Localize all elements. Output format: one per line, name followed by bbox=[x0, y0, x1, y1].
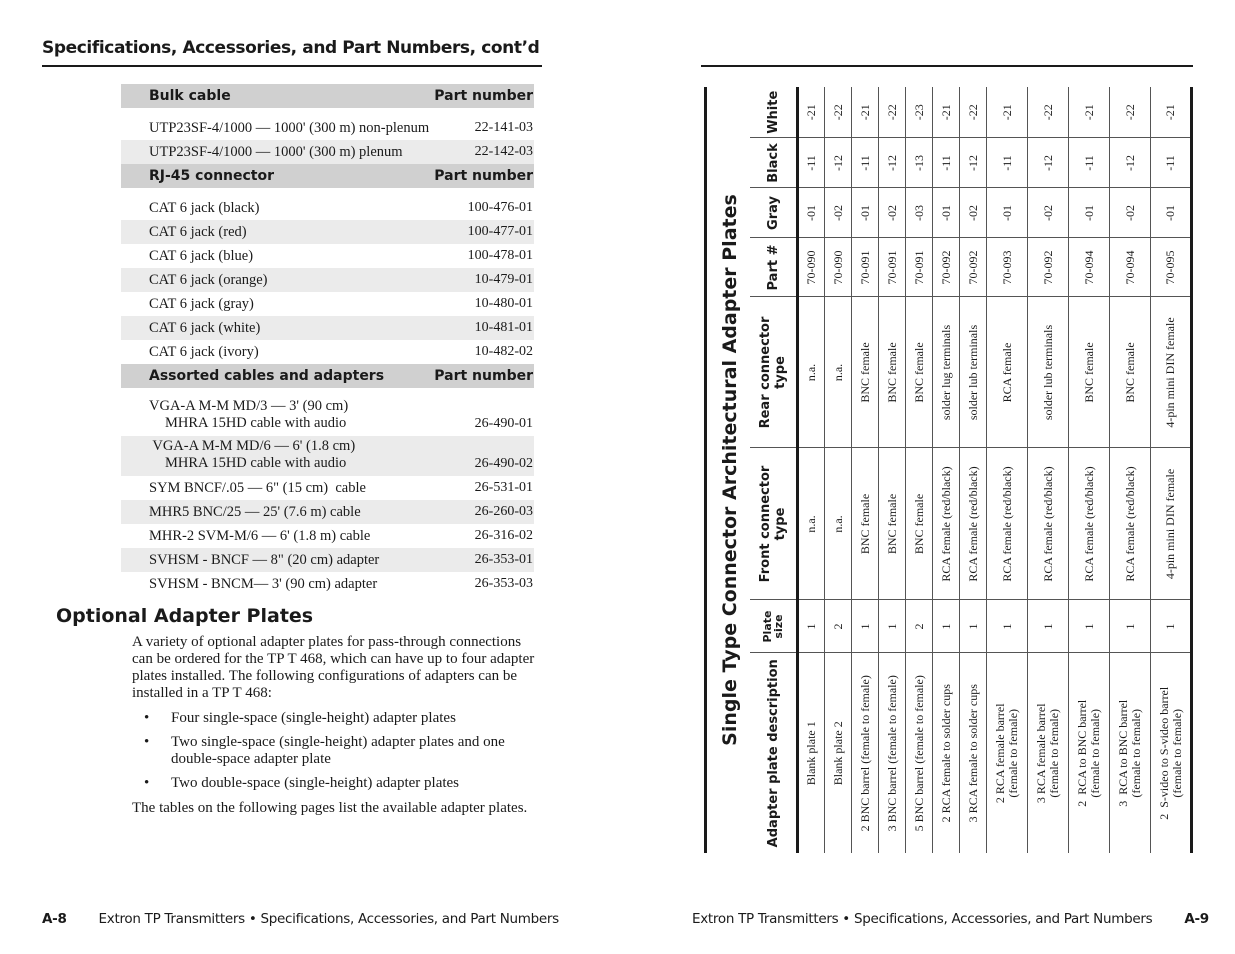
cell-rear: n.a. bbox=[825, 297, 852, 448]
cell-part: 70-092 bbox=[1028, 238, 1069, 297]
section-body bbox=[132, 634, 537, 817]
cell-black: -12 bbox=[879, 138, 906, 188]
cell-rear: BNC female bbox=[879, 297, 906, 448]
bullet-icon: • bbox=[144, 710, 150, 726]
part-description bbox=[149, 398, 348, 432]
adapter-plates-table bbox=[704, 87, 1194, 853]
cell-gray: -01 bbox=[798, 188, 825, 238]
col-header-front: Front connector type bbox=[750, 448, 798, 600]
cell-size: 1 bbox=[1069, 600, 1110, 653]
footer-text: Extron TP Transmitters • Specifications, Accessories, and Part Numbers bbox=[692, 911, 1153, 927]
cell-white: -21 bbox=[798, 87, 825, 138]
right-footer bbox=[692, 911, 1209, 927]
table-row bbox=[852, 87, 879, 853]
cell-black: -11 bbox=[852, 138, 879, 188]
part-number: 26-260-03 bbox=[474, 504, 533, 519]
header-row bbox=[750, 87, 798, 853]
table-row bbox=[121, 116, 534, 140]
cell-white: -21 bbox=[1069, 87, 1110, 138]
cell-black: -12 bbox=[1110, 138, 1151, 188]
cell-gray: -02 bbox=[1110, 188, 1151, 238]
cell-gray: -02 bbox=[960, 188, 987, 238]
list-item bbox=[132, 710, 537, 727]
adapter-table-grid bbox=[750, 87, 1193, 853]
page-number: A-9 bbox=[1184, 911, 1209, 927]
col-header-rear: Rear connector type bbox=[750, 297, 798, 448]
table-row bbox=[121, 196, 534, 220]
cell-gray: -01 bbox=[1151, 188, 1192, 238]
section-header bbox=[121, 164, 534, 188]
cell-part: 70-092 bbox=[960, 238, 987, 297]
part-description-line2: MHRA 15HD cable with audio bbox=[165, 455, 347, 471]
table-row bbox=[1110, 87, 1151, 853]
left-footer bbox=[42, 911, 559, 927]
part-number: 10-481-01 bbox=[474, 320, 533, 335]
part-number: 10-480-01 bbox=[474, 296, 533, 311]
part-description: SVHSM - BNCM— 3' (90 cm) adapter bbox=[149, 575, 378, 592]
cell-rear: BNC female bbox=[852, 297, 879, 448]
section-heading: Optional Adapter Plates bbox=[56, 605, 314, 627]
table-row bbox=[121, 316, 534, 340]
cell-part: 70-091 bbox=[852, 238, 879, 297]
part-number: 26-490-01 bbox=[474, 416, 533, 431]
table-row bbox=[906, 87, 933, 853]
part-number: 22-142-03 bbox=[474, 144, 533, 159]
cell-rear: 4-pin mini DIN female bbox=[1151, 297, 1192, 448]
table-row bbox=[121, 340, 534, 364]
cell-gray: -01 bbox=[852, 188, 879, 238]
cell-white: -21 bbox=[933, 87, 960, 138]
part-description: SYM BNCF/.05 — 6" (15 cm) cable bbox=[149, 479, 366, 496]
cell-white: -21 bbox=[987, 87, 1028, 138]
table-row bbox=[121, 220, 534, 244]
col-header-size: Plate size bbox=[750, 600, 798, 653]
table-row bbox=[121, 268, 534, 292]
part-description: CAT 6 jack (ivory) bbox=[149, 343, 259, 360]
part-description: CAT 6 jack (gray) bbox=[149, 295, 254, 312]
cell-rear: BNC female bbox=[1110, 297, 1151, 448]
table-row bbox=[879, 87, 906, 853]
cell-desc: 2 RCA to BNC barrel (female to female) bbox=[1069, 653, 1110, 853]
page-number: A-8 bbox=[42, 911, 67, 927]
part-description: CAT 6 jack (orange) bbox=[149, 271, 268, 288]
part-number: 26-316-02 bbox=[474, 528, 533, 543]
cell-size: 1 bbox=[1028, 600, 1069, 653]
part-number: 26-353-03 bbox=[474, 576, 533, 591]
cell-gray: -01 bbox=[987, 188, 1028, 238]
cell-rear: n.a. bbox=[798, 297, 825, 448]
cell-desc: 2 S-video to S-video barrel (female to female) bbox=[1151, 653, 1192, 853]
cell-part: 70-094 bbox=[1069, 238, 1110, 297]
part-description: UTP23SF-4/1000 — 1000' (300 m) non-plenum bbox=[149, 119, 430, 136]
list-item bbox=[132, 775, 537, 792]
cell-gray: -01 bbox=[1069, 188, 1110, 238]
parts-table bbox=[121, 84, 534, 596]
col-header-white: White bbox=[750, 87, 798, 138]
cell-desc: 2 RCA female barrel (female to female) bbox=[987, 653, 1028, 853]
table-row bbox=[121, 572, 534, 596]
part-number-header: Part number bbox=[434, 88, 533, 104]
header-rule bbox=[42, 65, 542, 67]
cell-front: RCA female (red/black) bbox=[987, 448, 1028, 600]
bullet-icon: • bbox=[144, 734, 150, 750]
table-row bbox=[121, 476, 534, 500]
cell-front: n.a. bbox=[825, 448, 852, 600]
part-number: 100-477-01 bbox=[467, 224, 533, 239]
cell-black: -11 bbox=[1151, 138, 1192, 188]
col-header-description: Adapter plate description bbox=[750, 653, 798, 853]
part-description-line1: VGA-A M-M MD/3 — 3' (90 cm) bbox=[149, 398, 349, 414]
cell-black: -11 bbox=[1069, 138, 1110, 188]
cell-white: -22 bbox=[1028, 87, 1069, 138]
list-item-text: Four single-space (single-height) adapter plates bbox=[171, 710, 456, 726]
table-row bbox=[1028, 87, 1069, 853]
list-item bbox=[132, 734, 537, 768]
cell-rear: solder lug terminals bbox=[933, 297, 960, 448]
cell-white: -21 bbox=[852, 87, 879, 138]
cell-white: -22 bbox=[1110, 87, 1151, 138]
part-number: 26-531-01 bbox=[474, 480, 533, 495]
part-description: SVHSM - BNCF — 8" (20 cm) adapter bbox=[149, 551, 380, 568]
cell-size: 1 bbox=[1151, 600, 1192, 653]
section-header bbox=[121, 84, 534, 108]
part-description: MHR-2 SVM-M/6 — 6' (1.8 m) cable bbox=[149, 527, 371, 544]
section-title: RJ-45 connector bbox=[149, 168, 275, 184]
cell-black: -11 bbox=[987, 138, 1028, 188]
cell-white: -22 bbox=[960, 87, 987, 138]
part-number: 10-482-02 bbox=[474, 344, 533, 359]
cell-black: -13 bbox=[906, 138, 933, 188]
cell-gray: -03 bbox=[906, 188, 933, 238]
table-row bbox=[121, 500, 534, 524]
table-row bbox=[960, 87, 987, 853]
cell-desc: 3 RCA female barrel (female to female) bbox=[1028, 653, 1069, 853]
table-row bbox=[121, 396, 534, 436]
table-row bbox=[121, 140, 534, 164]
part-description-line2: MHRA 15HD cable with audio bbox=[165, 415, 347, 431]
table-row bbox=[825, 87, 852, 853]
cell-front: RCA female (red/black) bbox=[933, 448, 960, 600]
cell-rear: RCA female bbox=[987, 297, 1028, 448]
part-description: CAT 6 jack (black) bbox=[149, 199, 260, 216]
cell-front: RCA female (red/black) bbox=[1069, 448, 1110, 600]
cell-gray: -02 bbox=[879, 188, 906, 238]
section-title: Bulk cable bbox=[149, 88, 231, 104]
part-description: CAT 6 jack (white) bbox=[149, 319, 261, 336]
part-description: CAT 6 jack (red) bbox=[149, 223, 247, 240]
adapter-table-body bbox=[798, 87, 1192, 853]
cell-gray: -02 bbox=[825, 188, 852, 238]
part-number: 26-353-01 bbox=[474, 552, 533, 567]
cell-black: -12 bbox=[1028, 138, 1069, 188]
table-row bbox=[121, 524, 534, 548]
col-header-black: Black bbox=[750, 138, 798, 188]
cell-gray: -02 bbox=[1028, 188, 1069, 238]
cell-part: 70-091 bbox=[879, 238, 906, 297]
table-row bbox=[798, 87, 825, 853]
intro-paragraph: A variety of optional adapter plates for pass-through connections can be ordered for the TP T 468, which can have up to four adapter plates installed. The following configurations of adapters can be installed in a TP T 468: bbox=[132, 634, 535, 701]
cell-desc: 3 RCA female to solder cups bbox=[960, 653, 987, 853]
cell-part: 70-093 bbox=[987, 238, 1028, 297]
part-number-header: Part number bbox=[434, 368, 533, 384]
table-row bbox=[121, 244, 534, 268]
table-row bbox=[933, 87, 960, 853]
cell-white: -21 bbox=[1151, 87, 1192, 138]
cell-size: 1 bbox=[960, 600, 987, 653]
table-title: Single Type Connector Architectural Adapter Plates bbox=[704, 87, 750, 853]
cell-part: 70-091 bbox=[906, 238, 933, 297]
cell-front: BNC female bbox=[879, 448, 906, 600]
part-description bbox=[149, 438, 355, 472]
cell-desc: 2 BNC barrel (female to female) bbox=[852, 653, 879, 853]
cell-black: -12 bbox=[960, 138, 987, 188]
cell-part: 70-094 bbox=[1110, 238, 1151, 297]
cell-desc: 2 RCA female to solder cups bbox=[933, 653, 960, 853]
part-description: MHR5 BNC/25 — 25' (7.6 m) cable bbox=[149, 503, 361, 520]
cell-rear: solder lub terminals bbox=[1028, 297, 1069, 448]
table-row bbox=[121, 548, 534, 572]
cell-size: 1 bbox=[1110, 600, 1151, 653]
bullet-list bbox=[132, 710, 537, 792]
part-number: 100-476-01 bbox=[467, 200, 533, 215]
cell-rear: solder lub terminals bbox=[960, 297, 987, 448]
header-rule-right bbox=[701, 65, 1193, 67]
cell-front: BNC female bbox=[852, 448, 879, 600]
cell-black: -12 bbox=[825, 138, 852, 188]
footer-text: Extron TP Transmitters • Specifications, Accessories, and Part Numbers bbox=[98, 911, 559, 927]
part-number: 26-490-02 bbox=[474, 456, 533, 471]
cell-black: -11 bbox=[933, 138, 960, 188]
list-item-text: Two double-space (single-height) adapter plates bbox=[171, 775, 460, 791]
part-number: 100-478-01 bbox=[467, 248, 533, 263]
cell-size: 2 bbox=[825, 600, 852, 653]
table-row bbox=[1069, 87, 1110, 853]
cell-desc: 3 RCA to BNC barrel (female to female) bbox=[1110, 653, 1151, 853]
table-row bbox=[987, 87, 1028, 853]
cell-desc: 5 BNC barrel (female to female) bbox=[906, 653, 933, 853]
cell-gray: -01 bbox=[933, 188, 960, 238]
table-row bbox=[1151, 87, 1192, 853]
cell-front: RCA female (red/black) bbox=[1110, 448, 1151, 600]
cell-part: 70-090 bbox=[798, 238, 825, 297]
cell-black: -11 bbox=[798, 138, 825, 188]
cell-size: 1 bbox=[879, 600, 906, 653]
page-header: Specifications, Accessories, and Part Numbers, cont’d bbox=[42, 38, 540, 58]
cell-rear: BNC female bbox=[1069, 297, 1110, 448]
cell-desc: Blank plate 2 bbox=[825, 653, 852, 853]
col-header-part: Part # bbox=[750, 238, 798, 297]
col-header-gray: Gray bbox=[750, 188, 798, 238]
cell-part: 70-092 bbox=[933, 238, 960, 297]
part-description: CAT 6 jack (blue) bbox=[149, 247, 254, 264]
part-number: 22-141-03 bbox=[474, 120, 533, 135]
part-number: 10-479-01 bbox=[474, 272, 533, 287]
cell-size: 1 bbox=[798, 600, 825, 653]
cell-rear: BNC female bbox=[906, 297, 933, 448]
cell-size: 1 bbox=[852, 600, 879, 653]
bullet-icon: • bbox=[144, 775, 150, 791]
cell-white: -23 bbox=[906, 87, 933, 138]
table-row bbox=[121, 436, 534, 476]
section-header bbox=[121, 364, 534, 388]
part-description-line1: VGA-A M-M MD/6 — 6' (1.8 cm) bbox=[149, 438, 356, 454]
section-title: Assorted cables and adapters bbox=[149, 368, 385, 384]
cell-white: -22 bbox=[879, 87, 906, 138]
cell-part: 70-095 bbox=[1151, 238, 1192, 297]
cell-front: RCA female (red/black) bbox=[1028, 448, 1069, 600]
part-number-header: Part number bbox=[434, 168, 533, 184]
part-description: UTP23SF-4/1000 — 1000' (300 m) plenum bbox=[149, 143, 403, 160]
cell-front: BNC female bbox=[906, 448, 933, 600]
cell-size: 1 bbox=[933, 600, 960, 653]
cell-front: RCA female (red/black) bbox=[960, 448, 987, 600]
cell-front: n.a. bbox=[798, 448, 825, 600]
cell-desc: Blank plate 1 bbox=[798, 653, 825, 853]
table-row bbox=[121, 292, 534, 316]
outro-paragraph: The tables on the following pages list the available adapter plates. bbox=[132, 800, 528, 816]
cell-front: 4-pin mini DIN female bbox=[1151, 448, 1192, 600]
list-item-text: Two single-space (single-height) adapter plates and one double-space adapter plate bbox=[171, 734, 505, 767]
cell-desc: 3 BNC barrel (female to female) bbox=[879, 653, 906, 853]
cell-white: -22 bbox=[825, 87, 852, 138]
cell-size: 1 bbox=[987, 600, 1028, 653]
cell-size: 2 bbox=[906, 600, 933, 653]
cell-part: 70-090 bbox=[825, 238, 852, 297]
